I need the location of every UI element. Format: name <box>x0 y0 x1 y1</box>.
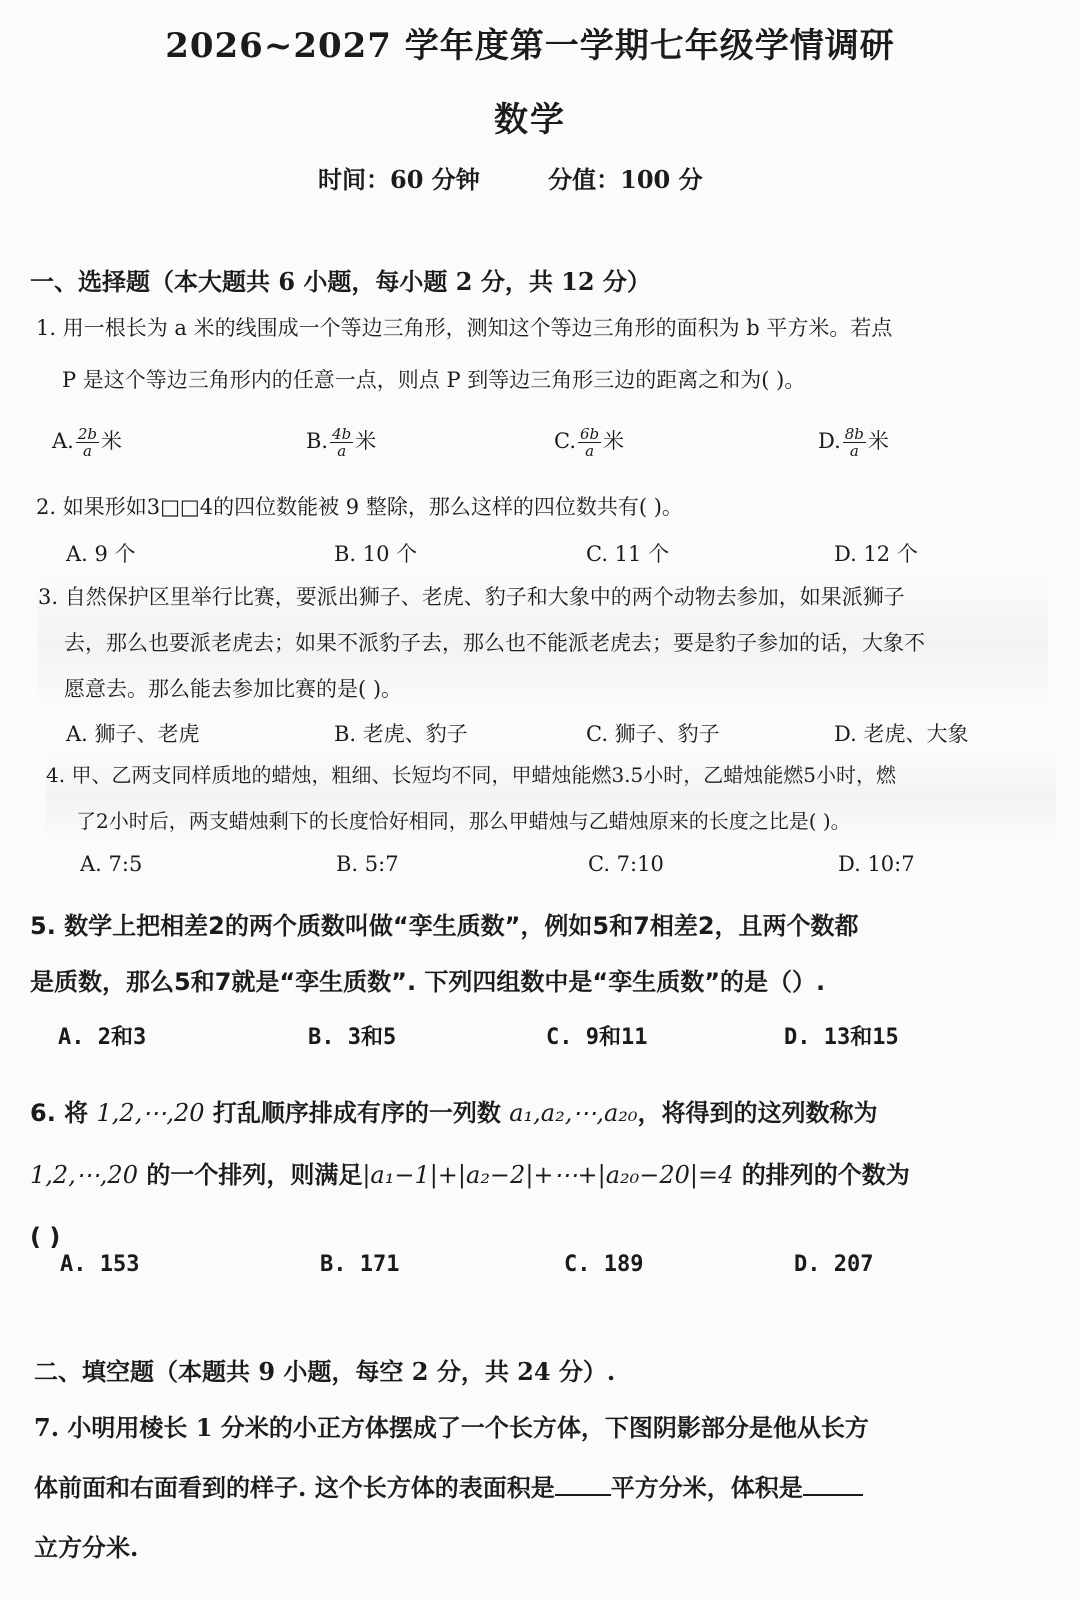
question-1-option-a[interactable] <box>52 425 122 459</box>
question-1-option-b[interactable] <box>306 425 376 459</box>
question-5-option-d[interactable]: D. 13和15 <box>784 1025 899 1050</box>
question-5-option-b[interactable]: B. 3和5 <box>308 1025 397 1050</box>
question-6-text-1: 6. 将 <box>30 1099 89 1127</box>
question-5-option-a[interactable]: A. 2和3 <box>58 1025 147 1050</box>
question-2-option-b[interactable]: B. 10 个 <box>334 542 418 566</box>
option-label: D. <box>818 429 841 453</box>
question-6-math-condition: |a₁−1|+|a₂−2|+⋯+|a₂₀−20|=4 <box>362 1161 734 1189</box>
question-7-line-3: 立方分米. <box>34 1533 139 1562</box>
question-6-math-sequence: 1,2,⋯,20 <box>96 1099 205 1127</box>
fraction <box>843 426 866 459</box>
question-6-text-5: 的排列的个数为 <box>741 1161 910 1189</box>
fraction-numerator: 4b <box>332 425 352 443</box>
question-5-options <box>50 1020 1050 1054</box>
question-6-text-3: ，将得到的这列数称为 <box>637 1099 878 1127</box>
question-4-option-d[interactable]: D. 10:7 <box>838 852 915 876</box>
question-4 <box>46 752 1056 844</box>
exam-score: 分值：100 分 <box>548 165 703 194</box>
section-heading-fill: 二、填空题（本题共 9 小题，每空 2 分，共 24 分）. <box>34 1357 616 1386</box>
question-4-option-b[interactable]: B. 5:7 <box>336 852 399 876</box>
question-4-options <box>50 852 1050 882</box>
question-6-text-4: 的一个排列，则满足 <box>146 1161 363 1189</box>
option-unit: 米 <box>355 429 377 453</box>
question-3 <box>38 574 1048 712</box>
question-6-option-c[interactable]: C. 189 <box>564 1252 644 1277</box>
question-7-line-1: 7. 小明用棱长 1 分米的小正方体摆成了一个长方体，下图阴影部分是他从长方 <box>34 1413 869 1442</box>
question-7-line-2b: 平方分米，体积是 <box>610 1473 803 1502</box>
question-2 <box>36 484 1046 530</box>
fraction-numerator: 2b <box>77 425 97 443</box>
subject-title: 数学 <box>494 100 566 140</box>
question-1-line-1: 1. 用一根长为 a 米的线围成一个等边三角形，测知这个等边三角形的面积为 b 平方米。若点 <box>36 316 893 340</box>
fraction-numerator: 6b <box>580 425 600 443</box>
exam-meta <box>318 160 703 195</box>
fraction <box>578 426 601 459</box>
fraction-denominator: a <box>849 442 859 460</box>
option-label: B. <box>306 429 329 453</box>
question-1-option-c[interactable] <box>554 425 624 459</box>
question-1 <box>36 302 1046 406</box>
question-6-math-sequence-2: 1,2,⋯,20 <box>30 1161 138 1189</box>
option-label: C. <box>554 429 576 453</box>
option-unit: 米 <box>603 429 625 453</box>
question-4-line-2: 了2小时后，两支蜡烛剩下的长度恰好相同，那么甲蜡烛与乙蜡烛原来的长度之比是( )。 <box>76 809 851 833</box>
question-6-answer-paren: ( ) <box>30 1223 61 1251</box>
fraction <box>76 426 99 459</box>
fraction <box>330 426 353 459</box>
question-4-line-1: 4. 甲、乙两支同样质地的蜡烛，粗细、长短均不同，甲蜡烛能燃3.5小时，乙蜡烛能燃5小时，燃 <box>46 763 896 787</box>
question-2-line-1: 2. 如果形如3□□4的四位数能被 9 整除，那么这样的四位数共有( )。 <box>36 495 683 519</box>
question-5-line-1: 5. 数学上把相差2的两个质数叫做“孪生质数”，例如5和7相差2，且两个数都 <box>30 912 859 940</box>
question-1-options <box>50 425 1050 485</box>
answer-blank-surface-area[interactable] <box>555 1472 611 1496</box>
question-4-option-c[interactable]: C. 7:10 <box>588 852 664 876</box>
question-3-line-2: 去，那么也要派老虎去；如果不派豹子去，那么也不能派老虎去；要是豹子参加的话，大象不 <box>64 631 925 655</box>
question-4-option-a[interactable]: A. 7:5 <box>80 852 143 876</box>
question-1-option-d[interactable] <box>818 425 889 459</box>
question-6 <box>30 1082 1040 1268</box>
question-2-option-c[interactable]: C. 11 个 <box>586 542 670 566</box>
question-3-line-1: 3. 自然保护区里举行比赛，要派出狮子、老虎、豹子和大象中的两个动物去参加，如果派狮子 <box>38 585 905 609</box>
question-3-option-c[interactable]: C. 狮子、豹子 <box>586 722 720 746</box>
question-6-option-a[interactable]: A. 153 <box>60 1252 140 1277</box>
option-unit: 米 <box>101 429 122 453</box>
question-6-text-2: 打乱顺序排成有序的一列数 <box>212 1099 501 1127</box>
exam-time: 时间：60 分钟 <box>318 165 480 194</box>
question-5-option-c[interactable]: C. 9和11 <box>546 1025 648 1050</box>
section-heading-choice: 一、选择题（本大题共 6 小题，每小题 2 分，共 12 分） <box>30 267 651 296</box>
exam-title: 2026~2027 学年度第一学期七年级学情调研 <box>165 26 895 66</box>
answer-blank-volume[interactable] <box>803 1472 863 1496</box>
question-3-option-d[interactable]: D. 老虎、大象 <box>834 722 969 746</box>
fraction-denominator: a <box>82 442 92 460</box>
question-2-option-a[interactable]: A. 9 个 <box>66 542 136 566</box>
question-6-options <box>50 1252 1050 1286</box>
question-5-line-2: 是质数，那么5和7就是“孪生质数”. 下列四组数中是“孪生质数”的是（）. <box>30 968 826 996</box>
question-5 <box>30 898 1040 1010</box>
question-6-option-b[interactable]: B. 171 <box>320 1252 400 1277</box>
question-7 <box>34 1398 1044 1578</box>
question-3-option-a[interactable]: A. 狮子、老虎 <box>66 722 200 746</box>
question-2-option-d[interactable]: D. 12 个 <box>834 542 918 566</box>
question-1-line-2: P 是这个等边三角形内的任意一点，则点 P 到等边三角形三边的距离之和为( )。 <box>62 368 806 392</box>
question-6-option-d[interactable]: D. 207 <box>794 1252 874 1277</box>
fraction-denominator: a <box>585 442 595 460</box>
option-unit: 米 <box>867 429 889 453</box>
question-2-options <box>50 538 1050 568</box>
fraction-denominator: a <box>337 442 347 460</box>
fraction-numerator: 8b <box>844 425 864 443</box>
question-7-line-2a: 体前面和右面看到的样子. 这个长方体的表面积是 <box>34 1473 555 1502</box>
question-6-math-terms: a₁,a₂,⋯,a₂₀ <box>509 1099 638 1127</box>
option-label: A. <box>52 429 74 453</box>
question-3-option-b[interactable]: B. 老虎、豹子 <box>334 722 468 746</box>
question-3-options <box>50 718 1050 748</box>
question-3-line-3: 愿意去。那么能去参加比赛的是( )。 <box>64 677 403 701</box>
